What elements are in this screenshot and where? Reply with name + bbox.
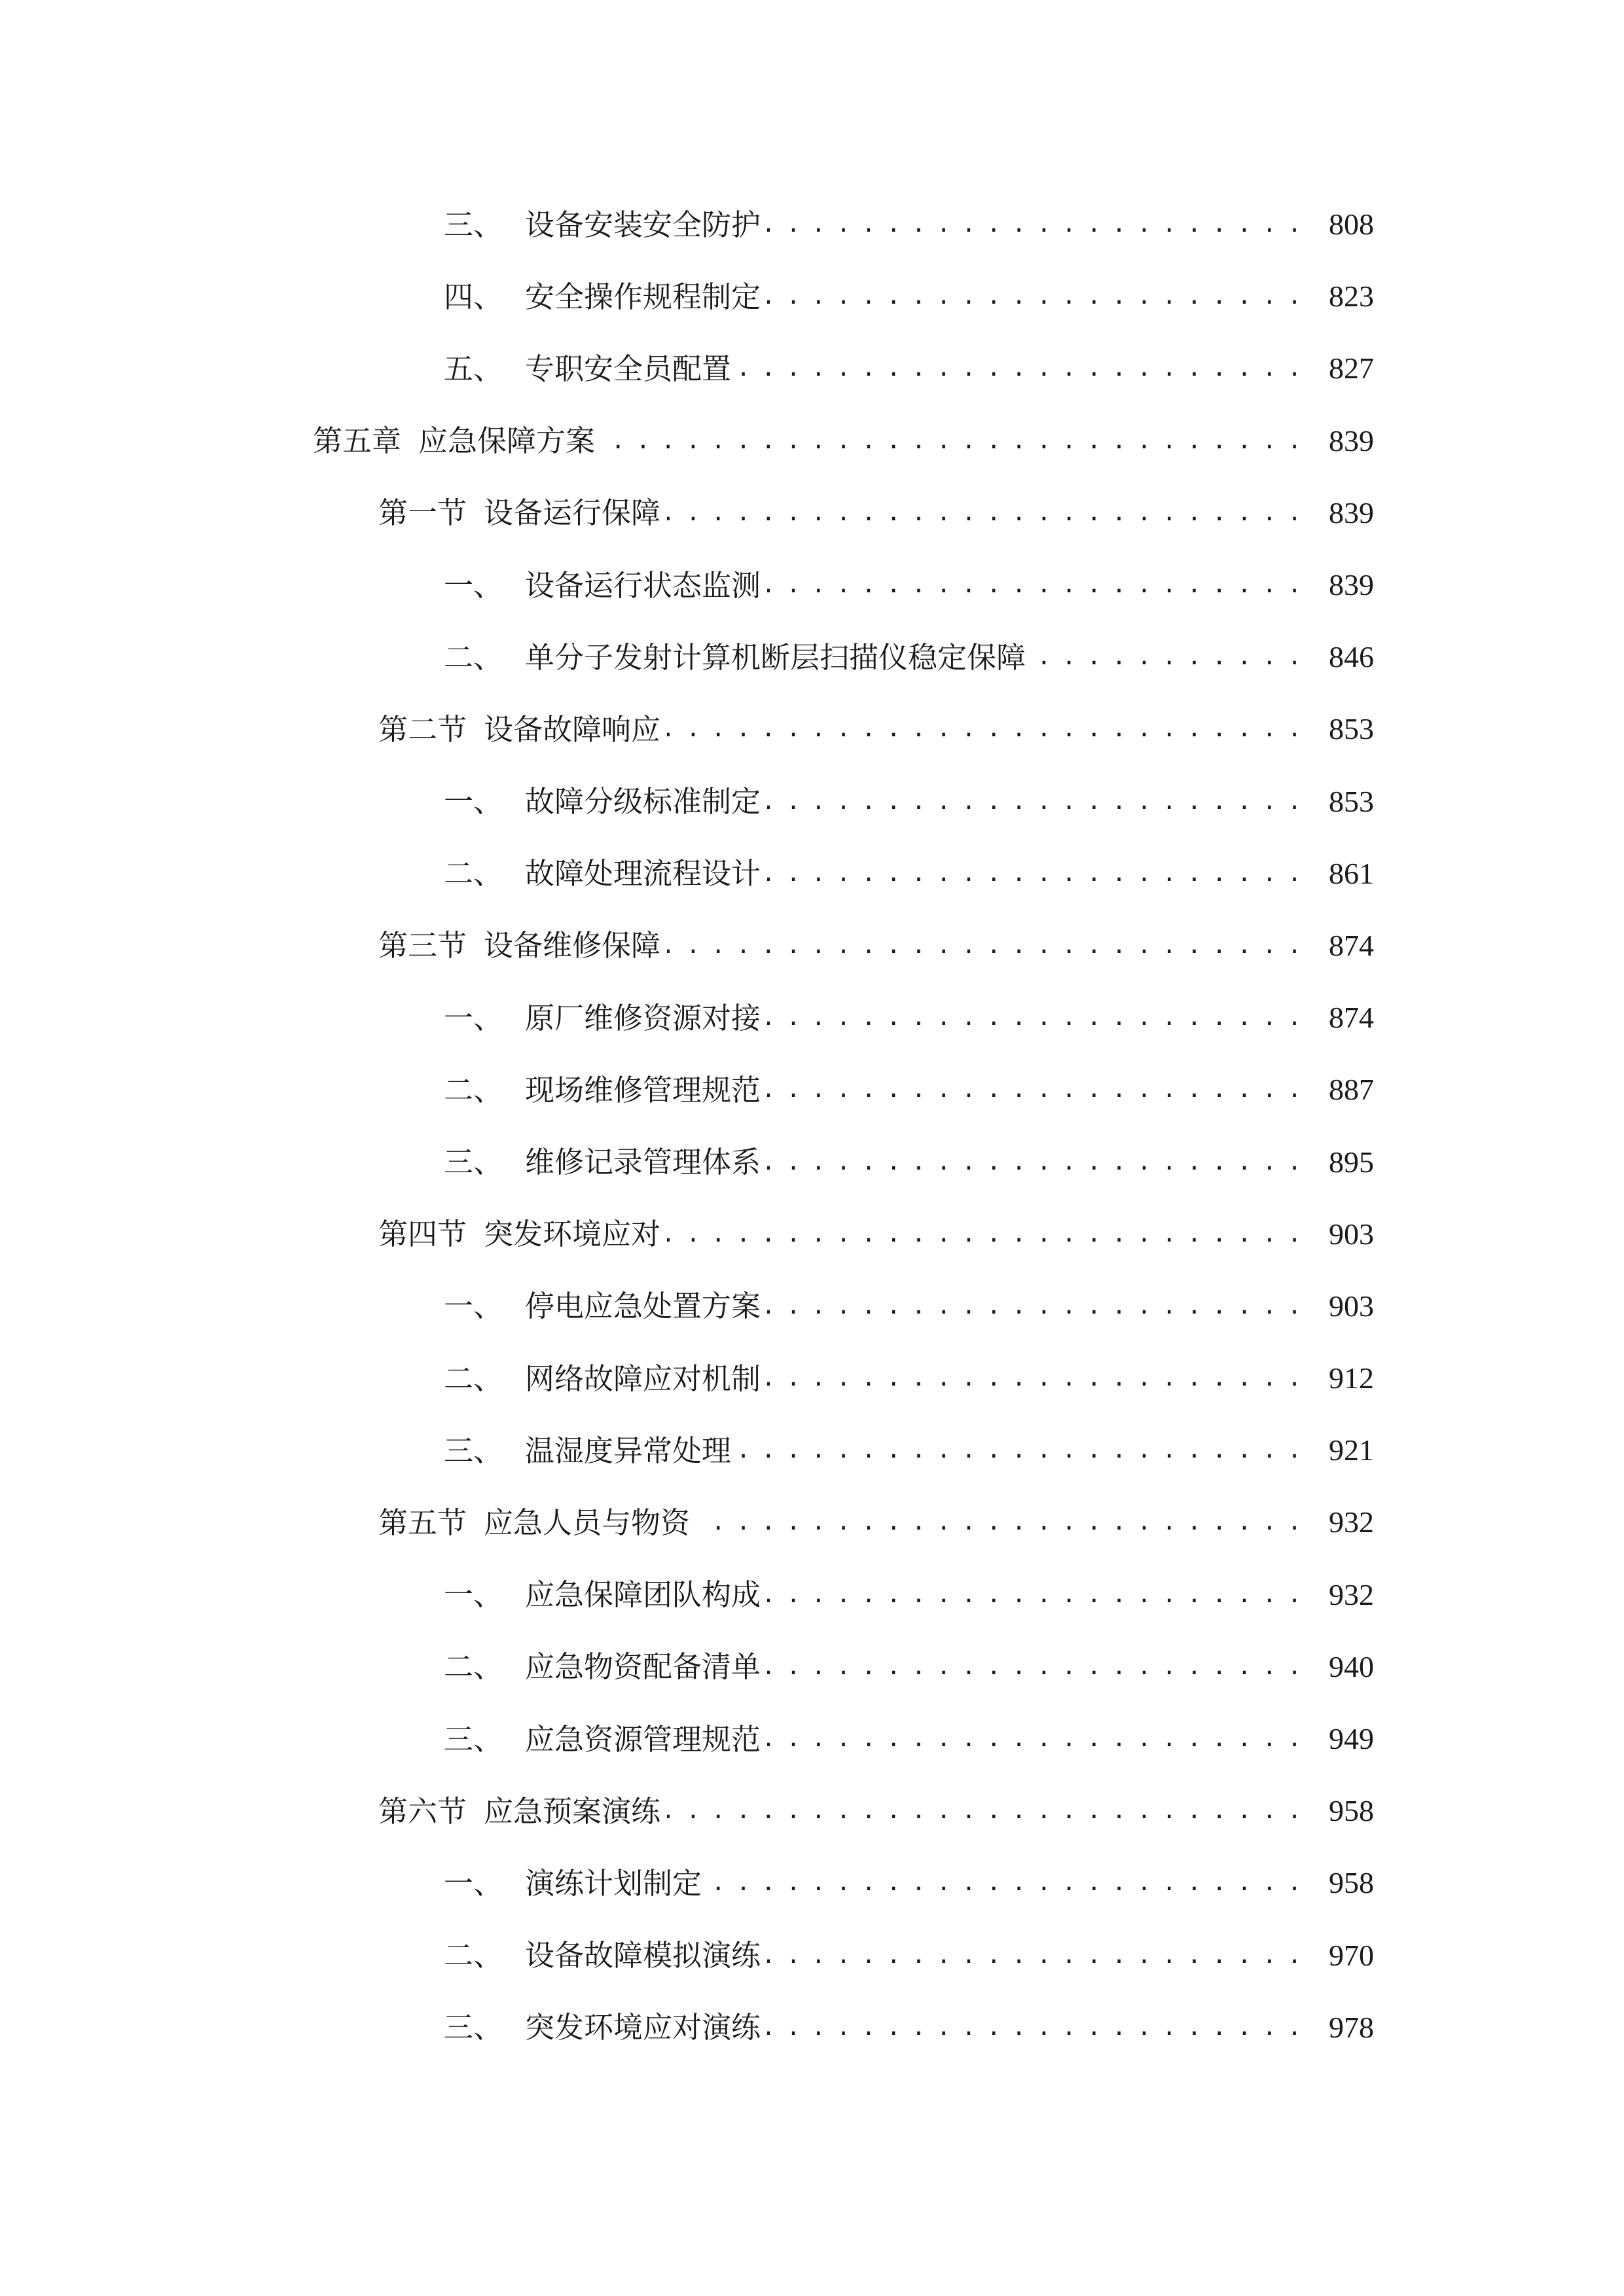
toc-entry-number: 一、	[444, 1577, 503, 1613]
toc-entry-page: 903	[1329, 1289, 1374, 1323]
toc-entry[interactable]	[0, 621, 1624, 693]
toc-leader-dots	[767, 285, 1312, 308]
toc-entry-title: 安全操作规程制定	[525, 279, 761, 314]
toc-entry[interactable]	[0, 766, 1624, 838]
toc-entry-page: 853	[1329, 784, 1374, 818]
toc-entry-page: 823	[1329, 279, 1374, 314]
toc-section-entry[interactable]	[0, 1198, 1624, 1270]
toc-entry-title: 设备运行状态监测	[525, 567, 761, 603]
toc-entry[interactable]	[0, 1414, 1624, 1486]
toc-entry-number: 二、	[444, 856, 503, 891]
toc-leader-dots	[738, 1439, 1312, 1462]
toc-entry[interactable]	[0, 260, 1624, 332]
toc-leader-dots	[667, 1799, 1312, 1823]
toc-entry-title: 突发环境应对演练	[525, 2010, 761, 2045]
toc-entry-number: 二、	[444, 1072, 503, 1107]
toc-entry-page: 874	[1329, 1001, 1374, 1035]
toc-leader-dots	[667, 934, 1312, 958]
toc-entry-number: 一、	[444, 1289, 503, 1324]
toc-section-entry[interactable]	[0, 1775, 1624, 1847]
toc-entry-number: 五、	[444, 351, 503, 386]
toc-entry-page: 808	[1329, 207, 1374, 242]
toc-entry-page: 827	[1329, 351, 1374, 386]
toc-entry-title: 应急资源管理规范	[525, 1721, 761, 1757]
toc-entry[interactable]	[0, 1703, 1624, 1775]
toc-entry-title: 现场维修管理规范	[525, 1072, 761, 1107]
toc-leader-dots	[767, 1655, 1312, 1679]
toc-chapter-entry[interactable]	[0, 405, 1624, 477]
toc-leader-dots	[767, 790, 1312, 814]
toc-entry-title: 设备安装安全防护	[525, 207, 761, 242]
toc-leader-dots	[696, 1511, 1312, 1534]
toc-entry[interactable]	[0, 838, 1624, 910]
toc-section-entry[interactable]	[0, 693, 1624, 765]
toc-entry-title: 网络故障应对机制	[525, 1361, 761, 1396]
toc-entry-title: 停电应急处置方案	[525, 1289, 761, 1324]
toc-leader-dots	[767, 1583, 1312, 1607]
toc-entry-number: 三、	[444, 1721, 503, 1757]
toc-entry-page: 940	[1329, 1649, 1374, 1683]
toc-leader-dots	[602, 429, 1312, 453]
toc-entry-page: 839	[1329, 568, 1374, 602]
toc-entry-number: 三、	[444, 2010, 503, 2045]
toc-leader-dots	[767, 213, 1312, 236]
toc-entry[interactable]	[0, 1992, 1624, 2064]
toc-entry[interactable]	[0, 332, 1624, 404]
toc-entry-number: 二、	[444, 639, 503, 675]
toc-entry-title: 设备故障响应	[484, 711, 661, 747]
toc-entry-page: 874	[1329, 928, 1374, 962]
toc-entry-title: 专职安全员配置	[525, 351, 732, 386]
toc-entry-title: 演练计划制定	[525, 1865, 702, 1901]
toc-entry[interactable]	[0, 1631, 1624, 1703]
toc-entry[interactable]	[0, 1126, 1624, 1198]
toc-entry-number: 三、	[444, 1145, 503, 1180]
toc-entry-number: 第六节	[378, 1793, 467, 1829]
toc-entry-number: 第一节	[378, 495, 467, 531]
toc-leader-dots	[767, 1006, 1312, 1030]
toc-leader-dots	[767, 1078, 1312, 1102]
toc-entry-title: 应急人员与物资	[484, 1505, 691, 1540]
toc-entry[interactable]	[0, 188, 1624, 260]
toc-entry-page: 921	[1329, 1433, 1374, 1467]
table-of-contents	[0, 188, 1624, 2064]
toc-leader-dots	[767, 1367, 1312, 1390]
toc-entry-number: 三、	[444, 207, 503, 242]
toc-entry-number: 二、	[444, 1649, 503, 1685]
toc-entry-page: 932	[1329, 1577, 1374, 1611]
toc-entry-page: 958	[1329, 1794, 1374, 1828]
toc-entry-number: 一、	[444, 1000, 503, 1035]
toc-entry-page: 839	[1329, 423, 1374, 457]
toc-entry-title: 维修记录管理体系	[525, 1145, 761, 1180]
toc-entry-page: 912	[1329, 1361, 1374, 1395]
toc-leader-dots	[767, 1151, 1312, 1174]
toc-leader-dots	[767, 1727, 1312, 1751]
toc-entry-page: 887	[1329, 1073, 1374, 1107]
toc-leader-dots	[1032, 645, 1312, 669]
toc-entry[interactable]	[0, 1342, 1624, 1414]
toc-entry-page: 853	[1329, 712, 1374, 746]
toc-leader-dots	[767, 862, 1312, 886]
toc-entry-page: 949	[1329, 1722, 1374, 1756]
toc-entry-number: 四、	[444, 279, 503, 314]
toc-entry-title: 应急保障方案	[418, 423, 596, 459]
toc-entry-number: 二、	[444, 1938, 503, 1973]
toc-entry[interactable]	[0, 549, 1624, 621]
toc-entry-page: 932	[1329, 1505, 1374, 1539]
toc-leader-dots	[767, 573, 1312, 597]
toc-entry-number: 一、	[444, 1865, 503, 1901]
toc-entry-title: 设备运行保障	[484, 495, 661, 531]
toc-entry[interactable]	[0, 1920, 1624, 1992]
toc-entry-number: 第五节	[378, 1505, 467, 1540]
toc-entry-title: 应急保障团队构成	[525, 1577, 761, 1613]
toc-entry[interactable]	[0, 982, 1624, 1054]
toc-entry-page: 970	[1329, 1938, 1374, 1972]
toc-entry-title: 单分子发射计算机断层扫描仪稳定保障	[525, 639, 1026, 675]
toc-entry-page: 978	[1329, 2010, 1374, 2044]
toc-entry-page: 958	[1329, 1866, 1374, 1900]
toc-entry[interactable]	[0, 1559, 1624, 1631]
toc-entry-number: 二、	[444, 1361, 503, 1396]
toc-entry-page: 846	[1329, 640, 1374, 674]
toc-entry-title: 故障分级标准制定	[525, 784, 761, 819]
toc-entry-number: 第五章	[313, 423, 402, 459]
toc-entry[interactable]	[0, 1847, 1624, 1919]
toc-entry-title: 突发环境应对	[484, 1217, 661, 1252]
toc-entry-title: 应急预案演练	[484, 1793, 661, 1829]
toc-section-entry[interactable]	[0, 1486, 1624, 1558]
toc-leader-dots	[667, 501, 1312, 525]
toc-entry-page: 903	[1329, 1217, 1374, 1251]
toc-entry-page: 861	[1329, 856, 1374, 890]
toc-leader-dots	[708, 1871, 1312, 1895]
toc-leader-dots	[767, 1944, 1312, 1967]
toc-leader-dots	[767, 2016, 1312, 2039]
toc-entry-number: 三、	[444, 1433, 503, 1468]
toc-entry-number: 第二节	[378, 711, 467, 747]
toc-section-entry[interactable]	[0, 910, 1624, 982]
toc-entry-number: 第四节	[378, 1217, 467, 1252]
toc-entry[interactable]	[0, 1054, 1624, 1126]
toc-entry-number: 一、	[444, 784, 503, 819]
toc-entry-number: 第三节	[378, 928, 467, 963]
toc-section-entry[interactable]	[0, 477, 1624, 549]
toc-entry-title: 故障处理流程设计	[525, 856, 761, 891]
toc-entry-title: 原厂维修资源对接	[525, 1000, 761, 1035]
toc-leader-dots	[767, 1295, 1312, 1318]
toc-entry-title: 应急物资配备清单	[525, 1649, 761, 1685]
toc-entry-page: 895	[1329, 1145, 1374, 1179]
toc-entry-title: 设备维修保障	[484, 928, 661, 963]
toc-entry-number: 一、	[444, 567, 503, 603]
toc-entry[interactable]	[0, 1270, 1624, 1342]
toc-leader-dots	[738, 357, 1312, 380]
toc-entry-title: 温湿度异常处理	[525, 1433, 732, 1468]
toc-entry-title: 设备故障模拟演练	[525, 1938, 761, 1973]
toc-entry-page: 839	[1329, 495, 1374, 529]
toc-leader-dots	[667, 717, 1312, 741]
toc-leader-dots	[667, 1223, 1312, 1246]
